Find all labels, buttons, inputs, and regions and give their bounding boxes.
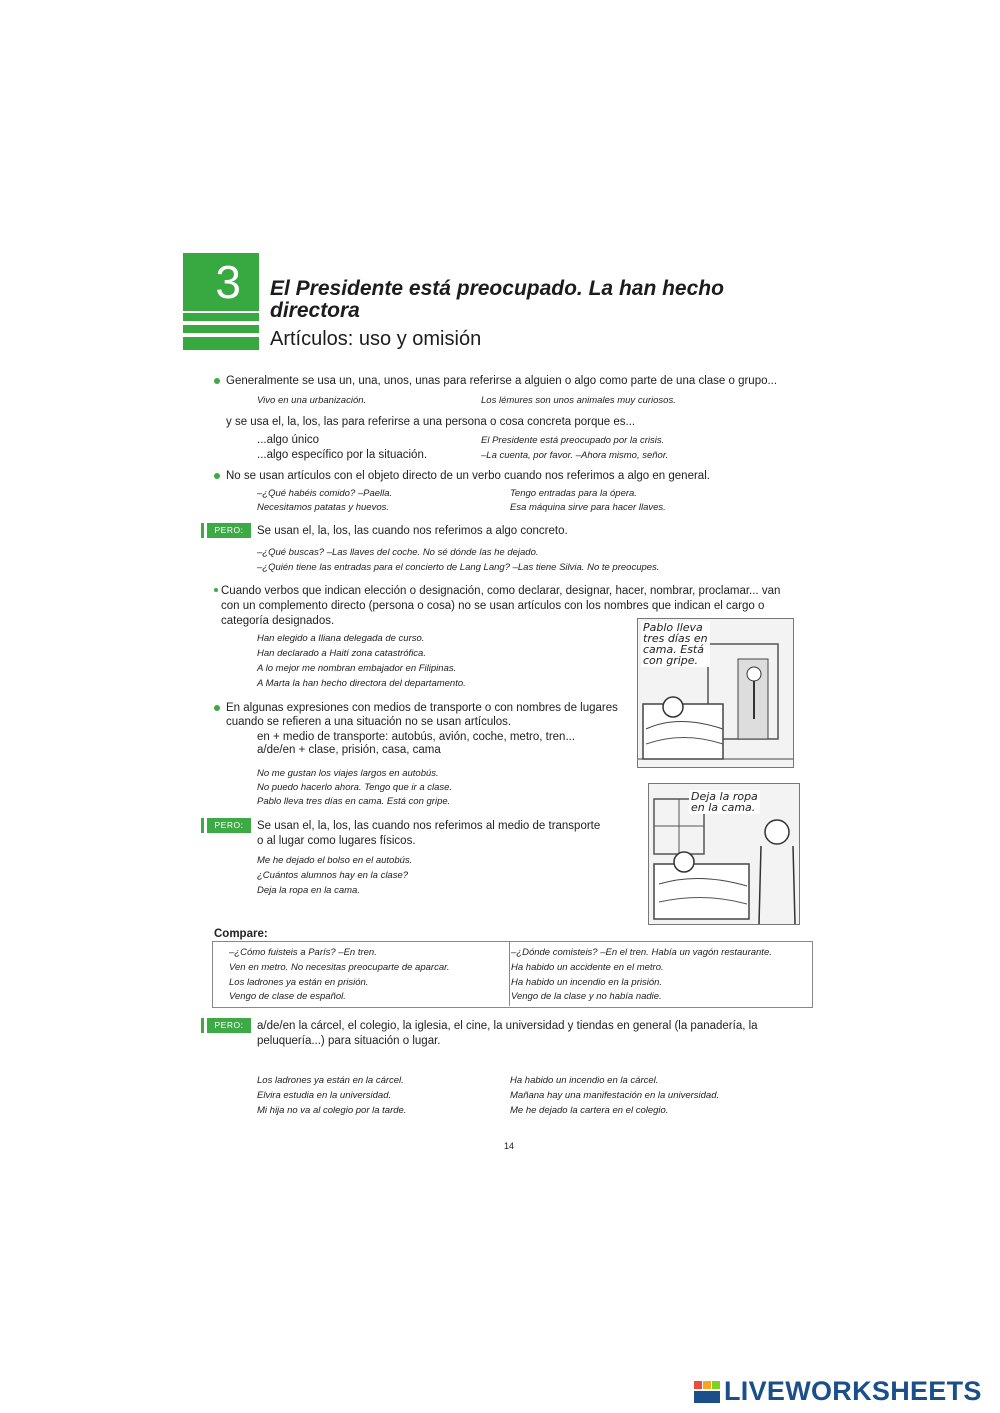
page-number: 14 [504, 1141, 515, 1151]
bullet-icon [214, 473, 220, 479]
example-text: Tengo entradas para la ópera. [510, 488, 637, 499]
rule-text: Cuando verbos que indican elección o designación, como declarar, designar, hacer, nombrar, proclamar... van [221, 585, 781, 597]
pero-label: PERO: [207, 818, 251, 833]
example-text: Elvira estudia en la universidad. [257, 1090, 392, 1101]
example-text: No me gustan los viajes largos en autobús. [257, 768, 439, 779]
page-subtitle: Artículos: uso y omisión [270, 328, 482, 350]
compare-left-cell: Vengo de clase de español. [229, 991, 346, 1002]
example-text: –¿Qué habéis comido? –Paella. [257, 488, 393, 499]
compare-right-cell: Ha habido un incendio en la prisión. [511, 977, 663, 988]
unit-number: 3 [183, 253, 259, 311]
example-text: Mi hija no va al colegio por la tarde. [257, 1105, 407, 1116]
liveworksheets-logo-icon [694, 1375, 722, 1405]
example-text: Me he dejado el bolso en el autobús. [257, 855, 413, 866]
compare-left-cell: –¿Cómo fuisteis a París? –En tren. [229, 947, 377, 958]
example-text: No puedo hacerlo ahora. Tengo que ir a clase. [257, 782, 453, 793]
page-title: El Presidente está preocupado. La han hecho directora [270, 277, 724, 322]
example-text: Deja la ropa en la cama. [257, 885, 360, 896]
compare-heading: Compare: [214, 928, 268, 940]
rule-text: a/de/en la cárcel, el colegio, la iglesia, el cine, la universidad y tiendas en general (la panadería, la [257, 1020, 758, 1032]
rule-text: Se usan el, la, los, las cuando nos referimos a algo concreto. [257, 525, 568, 537]
example-text: Han declarado a Haití zona catastrófica. [257, 648, 426, 659]
speech-bubble: Deja la ropa en la cama. [691, 790, 758, 814]
speech-bubble: Pablo lleva tres días en cama. Está con gripe. [643, 621, 708, 667]
rule-text: o al lugar como lugares físicos. [257, 835, 416, 847]
illustration-sick-boy [637, 618, 794, 768]
rule-text: cuando se refieren a una situación no se usan artículos. [226, 716, 512, 728]
compare-divider [509, 941, 510, 1006]
example-text: –¿Quién tiene las entradas para el concierto de Lang Lang? –Las tiene Silvia. No te preocupes. [257, 562, 660, 573]
rule-text: Se usan el, la, los, las cuando nos referimos al medio de transporte [257, 820, 601, 832]
example-text: Me he dejado la cartera en el colegio. [510, 1105, 669, 1116]
header-stripe [183, 313, 259, 321]
example-text: Han elegido a Iliana delegada de curso. [257, 633, 425, 644]
example-text: Necesitamos patatas y huevos. [257, 502, 390, 513]
illustration-mother-clothes [648, 783, 800, 925]
example-text: Esa máquina sirve para hacer llaves. [510, 502, 666, 513]
example-text: El Presidente está preocupado por la crisis. [481, 435, 665, 446]
rule-text: ...algo específico por la situación. [257, 449, 428, 461]
header-stripe [183, 325, 259, 333]
compare-left-cell: Los ladrones ya están en prisión. [229, 977, 369, 988]
rule-text: Generalmente se usa un, una, unos, unas para referirse a alguien o algo como parte de una clase o grupo... [226, 375, 778, 387]
example-text: ¿Cuántos alumnos hay en la clase? [257, 870, 409, 881]
compare-right-cell: Ha habido un accidente en el metro. [511, 962, 664, 973]
rule-text: y se usa el, la, los, las para referirse a una persona o cosa concreta porque es... [226, 416, 636, 428]
example-text: Pablo lleva tres días en cama. Está con gripe. [257, 796, 451, 807]
rule-text: ...algo único [257, 434, 320, 446]
rule-text: No se usan artículos con el objeto directo de un verbo cuando nos referimos a algo en general. [226, 470, 710, 482]
example-text: Vivo en una urbanización. [257, 395, 367, 406]
example-text: Mañana hay una manifestación en la universidad. [510, 1090, 720, 1101]
example-text: A lo mejor me nombran embajador en Filipinas. [257, 663, 457, 674]
example-text: –¿Qué buscas? –Las llaves del coche. No sé dónde las he dejado. [257, 547, 539, 558]
rule-text: peluquería...) para situación o lugar. [257, 1035, 441, 1047]
example-text: A Marta la han hecho directora del departamento. [257, 678, 466, 689]
example-text: Ha habido un incendio en la cárcel. [510, 1075, 659, 1086]
rule-text: En algunas expresiones con medios de transporte o con nombres de lugares [226, 702, 618, 714]
brand-name[interactable]: LIVEWORKSHEETS [724, 1376, 982, 1406]
compare-right-cell: –¿Dónde comisteis? –En el tren. Había un vagón restaurante. [511, 947, 772, 958]
example-text: –La cuenta, por favor. –Ahora mismo, señor. [481, 450, 669, 461]
rule-text: categoría designados. [221, 615, 335, 627]
rule-text: en + medio de transporte: autobús, avión, coche, metro, tren... [257, 731, 576, 743]
bullet-icon [214, 588, 218, 592]
bullet-icon [214, 705, 220, 711]
bullet-icon [214, 378, 220, 384]
pero-label: PERO: [207, 1018, 251, 1033]
compare-right-cell: Vengo de la clase y no había nadie. [511, 991, 662, 1002]
rule-text: con un complemento directo (persona o cosa) no se usan artículos con los nombres que indican el cargo o [221, 600, 765, 612]
rule-text: a/de/en + clase, prisión, casa, cama [257, 744, 441, 756]
example-text: Los lémures son unos animales muy curiosos. [481, 395, 676, 406]
example-text: Los ladrones ya están en la cárcel. [257, 1075, 404, 1086]
pero-label: PERO: [207, 523, 251, 538]
header-stripe [183, 337, 259, 350]
compare-left-cell: Ven en metro. No necesitas preocuparte de aparcar. [229, 962, 450, 973]
